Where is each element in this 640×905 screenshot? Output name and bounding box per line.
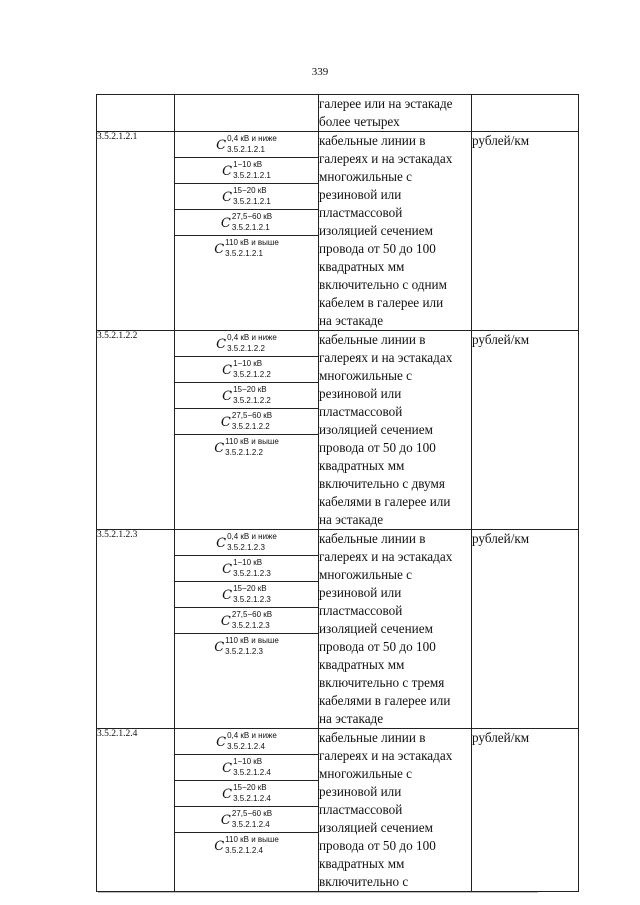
description-line: на эстакаде xyxy=(319,313,384,328)
formula-superscript: 27,5−60 кВ xyxy=(231,212,273,221)
formula-entry xyxy=(175,158,318,184)
description-line: резиновой или xyxy=(319,386,402,401)
formula-symbol: C xyxy=(222,164,233,179)
formula-subscript: 3.5.2.1.2.2 xyxy=(233,370,271,379)
row-code: 3.5.2.1.2.2 xyxy=(97,331,138,341)
description-line: квадратных мм xyxy=(319,458,405,473)
formula-subscript: 3.5.2.1.2.1 xyxy=(231,223,270,232)
formula-superscript: 110 кВ и выше xyxy=(225,835,279,844)
formula-entry xyxy=(175,556,318,582)
unit-label: рублей/км xyxy=(472,730,530,745)
formula-superscript: 27,5−60 кВ xyxy=(231,610,273,619)
description-line: включительно с xyxy=(319,874,409,889)
formula-entry xyxy=(175,357,318,383)
formula-superscript: 27,5−60 кВ xyxy=(231,411,273,420)
formula-superscript: 110 кВ и выше xyxy=(225,636,279,645)
description-line: кабелями в галерее или xyxy=(319,494,451,509)
formula-cell xyxy=(175,132,319,331)
formula-entry xyxy=(175,383,318,409)
description-line: изоляцией сечением xyxy=(319,621,433,636)
formula-symbol: C xyxy=(222,761,233,776)
description-line: кабелем в галерее или xyxy=(319,295,444,310)
description-line: пластмассовой xyxy=(319,404,403,419)
description-line: изоляцией сечением xyxy=(319,422,433,437)
table-row xyxy=(97,729,579,892)
code-cell xyxy=(97,132,175,331)
description-line: кабелями в галерее или xyxy=(319,693,451,708)
formula-subscript: 3.5.2.1.2.2 xyxy=(233,396,271,405)
description-line: галереях и на эстакадах xyxy=(319,549,453,564)
description-line: провода от 50 до 100 xyxy=(319,440,436,455)
formula-symbol: C xyxy=(214,441,225,456)
formula-subscript: 3.5.2.1.2.2 xyxy=(225,448,263,457)
formula-symbol: C xyxy=(222,363,233,378)
formula-subscript: 3.5.2.1.2.1 xyxy=(233,171,271,180)
formula-subscript: 3.5.2.1.2.1 xyxy=(225,249,263,258)
formula-superscript: 15−20 кВ xyxy=(233,385,267,394)
unit-cell xyxy=(472,530,579,729)
unit-cell xyxy=(472,729,579,892)
formula-entry xyxy=(175,530,318,556)
formula-entry xyxy=(175,435,318,461)
formula-symbol: C xyxy=(214,640,225,655)
formula-symbol: C xyxy=(222,389,233,404)
formula-subscript: 3.5.2.1.2.4 xyxy=(231,820,270,829)
formula-subscript: 3.5.2.1.2.3 xyxy=(233,569,271,578)
description-line: многожильные с xyxy=(319,169,413,184)
formula-symbol: C xyxy=(222,588,233,603)
description-cell xyxy=(319,530,472,729)
table-row xyxy=(97,331,579,530)
formula-symbol: C xyxy=(216,138,227,153)
description-line: включительно с двумя xyxy=(319,476,445,491)
formula-entry xyxy=(175,833,318,859)
description-line: на эстакаде xyxy=(319,512,384,527)
description-line: на эстакаде xyxy=(319,711,384,726)
table-row xyxy=(97,132,579,331)
unit-label: рублей/км xyxy=(472,332,530,347)
description-line: галереях и на эстакадах xyxy=(319,151,453,166)
description-line: многожильные с xyxy=(319,567,413,582)
description-line: включительно с одним xyxy=(319,277,447,292)
description-cell xyxy=(319,331,472,530)
formula-superscript: 1−10 кВ xyxy=(233,558,263,567)
unit-label: рублей/км xyxy=(472,133,530,148)
formula-symbol: C xyxy=(222,190,233,205)
description-line: галереях и на эстакадах xyxy=(319,748,453,763)
description-cell xyxy=(319,729,472,892)
formula-symbol: C xyxy=(216,735,227,750)
formula-superscript: 15−20 кВ xyxy=(233,783,267,792)
description-line: включительно с тремя xyxy=(319,675,445,690)
formula-superscript: 0,4 кВ и ниже xyxy=(227,333,277,342)
formula-subscript: 3.5.2.1.2.1 xyxy=(233,197,271,206)
code-cell xyxy=(97,95,175,132)
formula-entry xyxy=(175,755,318,781)
formula-symbol: C xyxy=(216,337,227,352)
description-line: пластмассовой xyxy=(319,603,403,618)
description-line: провода от 50 до 100 xyxy=(319,838,436,853)
formula-entry xyxy=(175,331,318,357)
description-line: квадратных мм xyxy=(319,259,405,274)
formula-subscript: 3.5.2.1.2.4 xyxy=(233,794,271,803)
formula-entry xyxy=(175,807,318,833)
description-line: резиновой или xyxy=(319,784,402,799)
description-line: провода от 50 до 100 xyxy=(319,639,436,654)
formula-symbol: C xyxy=(220,813,231,828)
formula-entry xyxy=(175,634,318,660)
code-cell xyxy=(97,729,175,892)
scan-edge-line xyxy=(98,892,538,893)
formula-subscript: 3.5.2.1.2.3 xyxy=(233,595,271,604)
description-line: многожильные с xyxy=(319,368,413,383)
formula-symbol: C xyxy=(222,787,233,802)
description-line: изоляцией сечением xyxy=(319,820,433,835)
formula-subscript: 3.5.2.1.2.4 xyxy=(227,742,265,751)
formula-symbol: C xyxy=(214,242,225,257)
formula-superscript: 1−10 кВ xyxy=(233,757,263,766)
description-line: резиновой или xyxy=(319,187,402,202)
formula-cell xyxy=(175,530,319,729)
formula-entry xyxy=(175,729,318,755)
formula-entry xyxy=(175,582,318,608)
unit-cell xyxy=(472,132,579,331)
formula-subscript: 3.5.2.1.2.2 xyxy=(231,422,270,431)
formula-symbol: C xyxy=(220,415,231,430)
formula-entry xyxy=(175,409,318,435)
formula-subscript: 3.5.2.1.2.3 xyxy=(231,621,270,630)
formula-symbol: C xyxy=(214,839,225,854)
formula-symbol: C xyxy=(220,216,231,231)
description-line: более четырех xyxy=(319,114,400,129)
formula-entry xyxy=(175,210,318,236)
row-code: 3.5.2.1.2.4 xyxy=(97,729,138,739)
description-line: изоляцией сечением xyxy=(319,223,433,238)
formula-superscript: 0,4 кВ и ниже xyxy=(227,532,277,541)
description-line: кабельные линии в xyxy=(319,730,426,745)
formula-subscript: 3.5.2.1.2.4 xyxy=(233,768,271,777)
formula-superscript: 0,4 кВ и ниже xyxy=(227,731,277,740)
formula-superscript: 110 кВ и выше xyxy=(225,238,279,247)
description-cell xyxy=(319,95,472,132)
description-line: галерее или на эстакаде xyxy=(319,96,453,111)
description-line: многожильные с xyxy=(319,766,413,781)
formula-superscript: 0,4 кВ и ниже xyxy=(227,134,277,143)
formula-superscript: 1−10 кВ xyxy=(233,160,263,169)
formula-cell xyxy=(175,331,319,530)
description-line: квадратных мм xyxy=(319,856,405,871)
description-line: галереях и на эстакадах xyxy=(319,350,453,365)
formula-superscript: 15−20 кВ xyxy=(233,584,267,593)
row-code: 3.5.2.1.2.1 xyxy=(97,132,138,142)
formula-superscript: 1−10 кВ xyxy=(233,359,263,368)
formula-subscript: 3.5.2.1.2.1 xyxy=(227,145,265,154)
formula-subscript: 3.5.2.1.2.2 xyxy=(227,344,265,353)
formula-superscript: 15−20 кВ xyxy=(233,186,267,195)
tariff-table xyxy=(96,94,579,892)
formula-entry xyxy=(175,132,318,158)
description-line: кабельные линии в xyxy=(319,133,426,148)
table-row-continuation xyxy=(97,95,579,132)
description-cell xyxy=(319,132,472,331)
formula-entry xyxy=(175,184,318,210)
formula-cell xyxy=(175,729,319,892)
unit-cell xyxy=(472,331,579,530)
row-code: 3.5.2.1.2.3 xyxy=(97,530,138,540)
page-number: 339 xyxy=(311,66,329,78)
description-line: провода от 50 до 100 xyxy=(319,241,436,256)
formula-entry xyxy=(175,781,318,807)
formula-entry xyxy=(175,236,318,262)
description-line: пластмассовой xyxy=(319,802,403,817)
description-line: резиновой или xyxy=(319,585,402,600)
formula-symbol: C xyxy=(216,536,227,551)
unit-cell xyxy=(472,95,579,132)
formula-subscript: 3.5.2.1.2.3 xyxy=(225,647,263,656)
formula-entry xyxy=(175,608,318,634)
code-cell xyxy=(97,331,175,530)
formula-symbol: C xyxy=(222,562,233,577)
code-cell xyxy=(97,530,175,729)
table-row xyxy=(97,530,579,729)
unit-label: рублей/км xyxy=(472,531,530,546)
formula-subscript: 3.5.2.1.2.4 xyxy=(225,846,263,855)
formula-superscript: 110 кВ и выше xyxy=(225,437,279,446)
formula-subscript: 3.5.2.1.2.3 xyxy=(227,543,265,552)
formula-cell xyxy=(175,95,319,132)
description-line: кабельные линии в xyxy=(319,332,426,347)
formula-superscript: 27,5−60 кВ xyxy=(231,809,273,818)
description-line: пластмассовой xyxy=(319,205,403,220)
formula-symbol: C xyxy=(220,614,231,629)
description-line: кабельные линии в xyxy=(319,531,426,546)
description-line: квадратных мм xyxy=(319,657,405,672)
